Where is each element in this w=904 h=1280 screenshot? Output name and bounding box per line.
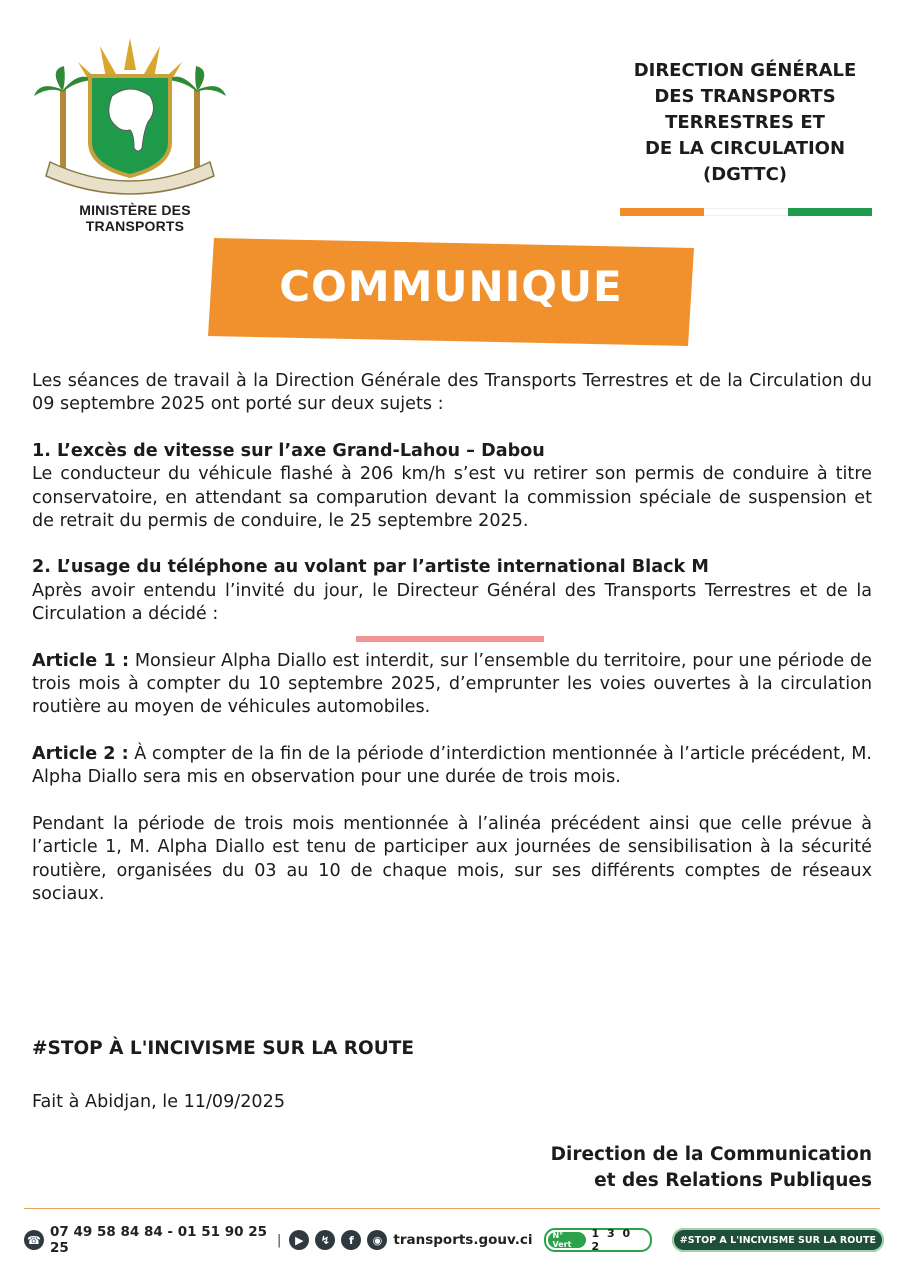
- closing-paragraph: Pendant la période de trois mois mentionnée à l’alinéa précédent ainsi que celle prévue à l’article 1, M. Alpha Diallo est tenu de participer aux journées de sensibilisation à la sécurité routière, organisées du 03 au 10 de chaque mois, sur ses différents comptes de réseaux sociaux.: [32, 813, 872, 904]
- date-place: Fait à Abidjan, le 11/09/2025: [32, 1092, 286, 1112]
- footer: [24, 1222, 884, 1258]
- article-1-label: Article 1 :: [32, 650, 130, 671]
- article-2: [32, 743, 872, 790]
- messenger-icon[interactable]: ↯: [315, 1230, 335, 1250]
- communique-body: [32, 370, 872, 929]
- flag-bar: [620, 208, 872, 216]
- direction-line: (DGTTC): [702, 164, 788, 185]
- facebook-icon[interactable]: f: [341, 1230, 361, 1250]
- direction-line: TERRESTRES ET: [665, 112, 825, 133]
- section-1-text: Le conducteur du véhicule flashé à 206 km/h s’est vu retirer son permis de conduire à titre conservatoire, en attendant sa comparution devant la commission spéciale de suspension et de retrait du permis de conduire, le 25 septembre 2025.: [32, 464, 872, 532]
- article-1-text: Monsieur Alpha Diallo est interdit, sur l’ensemble du territoire, pour une période de trois mois à compter du 10 septembre 2025, d’emprunter les voies ouvertes à la circulation routière au moyen de véhicules automobiles.: [32, 650, 872, 718]
- footer-divider: [24, 1208, 880, 1209]
- section-1: [32, 440, 872, 534]
- direction-line: DIRECTION GÉNÉRALE: [633, 60, 857, 81]
- article-2-text: À compter de la fin de la période d’interdiction mentionnée à l’article précédent, M. Alpha Diallo sera mis en observation pour une durée de trois mois.: [32, 743, 873, 788]
- section-2-text: Après avoir entendu l’invité du jour, le Directeur Général des Transports Terrestres et de la Circulation a décidé :: [32, 580, 872, 625]
- intro-paragraph: Les séances de travail à la Direction Générale des Transports Terrestres et de la Circulation du 09 septembre 2025 ont porté sur deux sujets :: [32, 371, 872, 415]
- section-2-heading: 2. L’usage du téléphone au volant par l’artiste international Black M: [32, 557, 709, 578]
- watermark-icon: [356, 634, 544, 644]
- hashtag-slogan: #STOP À L'INCIVISME SUR LA ROUTE: [32, 1038, 415, 1059]
- globe-icon: ◉: [367, 1230, 387, 1250]
- hotline-tag: N° Vert: [548, 1232, 585, 1248]
- signature-block: [551, 1142, 872, 1194]
- article-2-label: Article 2 :: [32, 743, 129, 764]
- hotline-badge: [544, 1228, 651, 1252]
- flag-white: [704, 208, 788, 216]
- direction-line: DES TRANSPORTS: [654, 86, 836, 107]
- footer-separator: |: [276, 1232, 282, 1248]
- flag-green: [788, 208, 872, 216]
- article-1: [32, 650, 872, 720]
- direction-line: DE LA CIRCULATION: [644, 138, 846, 159]
- flag-orange: [620, 208, 704, 216]
- section-1-heading: 1. L’excès de vitesse sur l’axe Grand-Lahou – Dabou: [32, 440, 545, 461]
- hotline-number: 1 3 0 2: [591, 1227, 633, 1253]
- signature-line: Direction de la Communication: [550, 1144, 872, 1165]
- phone-icon: ☎: [24, 1230, 44, 1250]
- youtube-icon[interactable]: ▶: [289, 1230, 309, 1250]
- signature-line: et des Relations Publiques: [594, 1170, 872, 1191]
- coat-of-arms-icon: [30, 30, 230, 202]
- footer-phones: 07 49 58 84 84 - 01 51 90 25 25: [50, 1224, 267, 1256]
- section-2: [32, 556, 872, 626]
- stop-incivisme-badge: #STOP A L'INCIVISME SUR LA ROUTE: [672, 1228, 884, 1252]
- footer-website[interactable]: transports.gouv.ci: [393, 1232, 533, 1248]
- direction-title: [600, 58, 890, 188]
- communique-title: COMMUNIQUE: [279, 262, 623, 311]
- ministry-name: MINISTÈRE DES TRANSPORTS: [79, 202, 191, 234]
